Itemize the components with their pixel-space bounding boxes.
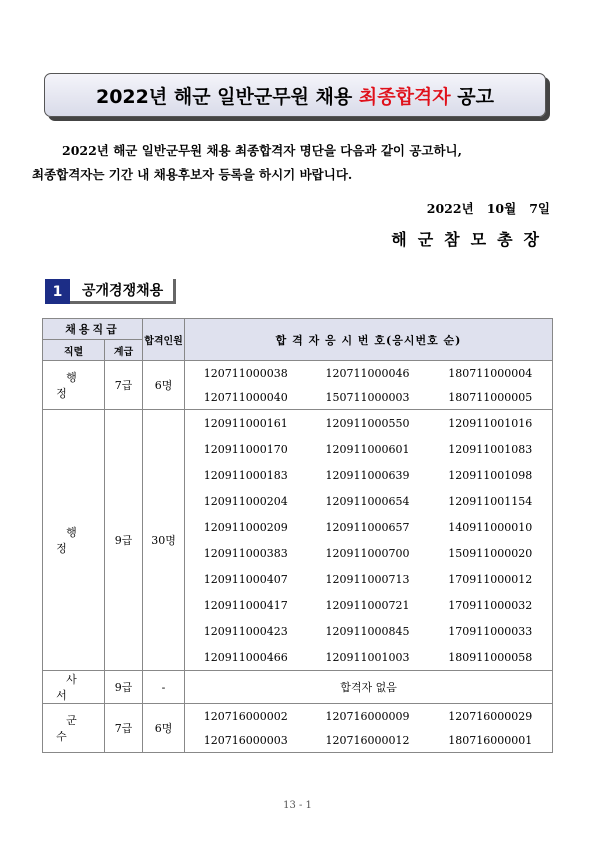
signer: 해군참모총장 (391, 230, 550, 249)
header-numbers-title: 합 격 자 응 시 번 호(응시번호 순) (185, 319, 553, 361)
applicant-number: 120911000721 (325, 598, 410, 612)
applicant-number: 120911000417 (185, 592, 307, 618)
applicant-number: 170911000032 (429, 592, 553, 618)
section-header (45, 279, 176, 304)
section-label: 공개경쟁채용 (70, 279, 176, 304)
applicant-number: 120911001016 (429, 410, 553, 437)
job-cell: 군수 (43, 704, 105, 753)
applicant-number: 120716000029 (429, 704, 553, 729)
table-row (43, 361, 553, 386)
applicant-number: 120911000209 (185, 514, 307, 540)
applicant-number: 120911001083 (429, 436, 553, 462)
notice-date: 2022년 10월 7일 (426, 201, 550, 216)
intro-line-1: 2022년 해군 일반군무원 채용 최종합격자 명단을 다음과 같이 공고하니, (62, 143, 462, 158)
job-cell: 행정 (43, 410, 105, 671)
applicant-number: 180716000001 (429, 728, 553, 753)
job-cell: 행정 (43, 361, 105, 410)
applicant-number: 120911000423 (185, 618, 307, 644)
applicant-number: 120911000466 (185, 644, 307, 671)
grade-cell: 7급 (105, 704, 143, 753)
applicant-number: 120911000657 (325, 520, 410, 534)
applicant-number: 120911000161 (185, 410, 307, 437)
applicant-number: 120911000170 (185, 436, 307, 462)
applicant-number: 170911000033 (429, 618, 553, 644)
count-cell: 6명 (143, 704, 185, 753)
applicant-number: 120911000639 (325, 468, 410, 482)
applicant-number: 180911000058 (429, 644, 553, 671)
applicant-number: 120711000046 (307, 361, 429, 386)
applicant-number: 180711000004 (429, 361, 553, 386)
notice-title (44, 73, 546, 117)
applicant-number: 120716000009 (307, 704, 429, 729)
applicant-number: 140911000010 (429, 514, 553, 540)
applicant-number: 120911000183 (185, 462, 307, 488)
results-table (42, 318, 553, 753)
applicant-number: 150911000020 (429, 540, 553, 566)
applicant-number: 120911000700 (325, 546, 410, 560)
intro-paragraph (32, 139, 562, 187)
page-footer: 13 - 1 (283, 800, 312, 811)
grade-cell: 9급 (105, 410, 143, 671)
header-grade: 계급 (105, 340, 143, 361)
applicant-number: 180711000005 (429, 385, 553, 410)
applicant-number: 150711000003 (307, 385, 429, 410)
title-suffix: 공고 (457, 85, 494, 108)
count-cell: - (143, 671, 185, 704)
applicant-number: 120911001003 (307, 644, 429, 671)
title-prefix: 2022년 해군 일반군무원 채용 (95, 85, 353, 108)
no-result-note: 합격자 없음 (185, 671, 553, 704)
intro-line-2: 최종합격자는 기간 내 채용후보자 등록을 하시기 바랍니다. (32, 167, 353, 182)
applicant-number: 120911000654 (325, 494, 410, 508)
header-passed: 합격인원 (143, 319, 185, 361)
count-cell: 6명 (143, 361, 185, 410)
table-row (43, 671, 553, 704)
grade-cell: 9급 (105, 671, 143, 704)
header-job: 직렬 (43, 340, 105, 361)
applicant-number: 120716000012 (307, 728, 429, 753)
table-row (43, 410, 553, 437)
applicant-number: 120911000204 (185, 488, 307, 514)
applicant-number: 120911000845 (325, 624, 410, 638)
title-accent: 최종합격자 (358, 85, 451, 108)
applicant-number: 120911000407 (185, 566, 307, 592)
applicant-number: 120716000003 (185, 728, 307, 753)
job-cell: 사서 (43, 671, 105, 704)
applicant-number: 120911000713 (325, 572, 410, 586)
applicant-number: 120911001154 (429, 488, 553, 514)
header-job-group: 채용직급 (43, 319, 143, 340)
applicant-number: 120911000601 (325, 442, 410, 456)
count-cell: 30명 (143, 410, 185, 671)
applicant-number: 120711000040 (185, 385, 307, 410)
applicant-number: 120911000550 (307, 410, 429, 437)
section-number: 1 (45, 279, 70, 304)
applicant-number: 120716000002 (185, 704, 307, 729)
applicant-number: 120911000383 (185, 540, 307, 566)
applicant-number: 120711000038 (185, 361, 307, 386)
table-row (43, 704, 553, 729)
applicant-number: 120911001098 (429, 462, 553, 488)
applicant-number: 170911000012 (429, 566, 553, 592)
grade-cell: 7급 (105, 361, 143, 410)
